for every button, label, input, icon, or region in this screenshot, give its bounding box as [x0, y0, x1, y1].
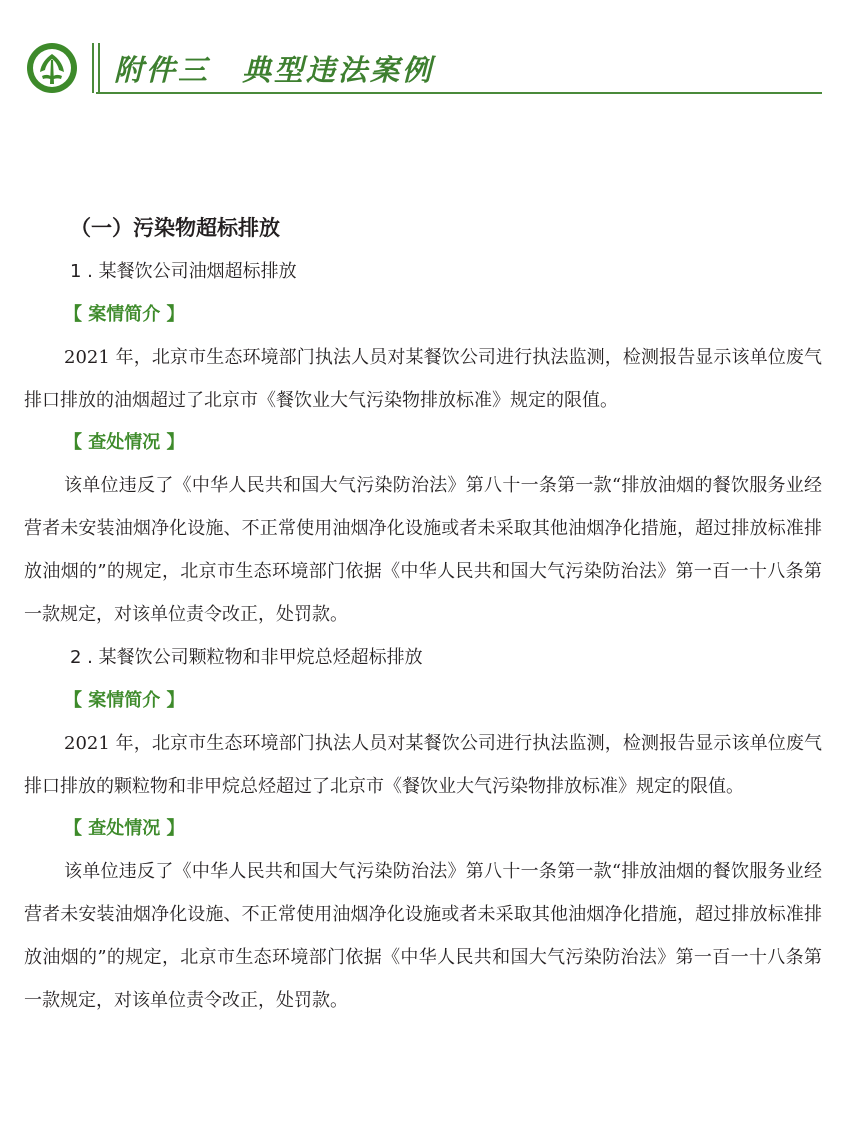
tree-emblem-icon [24, 40, 80, 96]
case-handling-text: 该单位违反了《中华人民共和国大气污染防治法》第八十一条第一款“排放油烟的餐饮服务业经营者未安装油烟净化设施、不正常使用油烟净化设施或者未采取其他油烟净化措施，超过排放标准排放油烟的”的规定，北京市生态环境部门依据《中华人民共和国大气污染防治法》第一百一十八条第一款规定，对该单位责令改正，处罚款。 [24, 475, 822, 625]
case-title: 2 . 某餐饮公司颗粒物和非甲烷总烃超标排放 [70, 647, 423, 668]
header-divider [98, 43, 100, 93]
case-title: 1 . 某餐饮公司油烟超标排放 [70, 261, 297, 282]
page-title: 附件三 典型违法案例 [114, 53, 435, 87]
case-handling-label: 【 查处情况 】 [64, 818, 185, 839]
case-summary-text: 2021 年，北京市生态环境部门执法人员对某餐饮公司进行执法监测，检测报告显示该单位废气排口排放的油烟超过了北京市《餐饮业大气污染物排放标准》规定的限值。 [24, 347, 822, 411]
page-header [24, 40, 822, 96]
case-handling-text: 该单位违反了《中华人民共和国大气污染防治法》第八十一条第一款“排放油烟的餐饮服务业经营者未安装油烟净化设施、不正常使用油烟净化设施或者未采取其他油烟净化措施，超过排放标准排放油烟的”的规定，北京市生态环境部门依据《中华人民共和国大气污染防治法》第一百一十八条第一款规定，对该单位责令改正，处罚款。 [24, 861, 822, 1011]
case-summary-label: 【 案情简介 】 [64, 304, 185, 325]
case-summary-text: 2021 年，北京市生态环境部门执法人员对某餐饮公司进行执法监测，检测报告显示该单位废气排口排放的颗粒物和非甲烷总烃超过了北京市《餐饮业大气污染物排放标准》规定的限值。 [24, 733, 822, 797]
case-summary-label: 【 案情简介 】 [64, 690, 185, 711]
header-divider [92, 43, 94, 93]
header-rule [96, 92, 822, 94]
document-body [24, 206, 822, 1022]
case-handling-label: 【 查处情况 】 [64, 432, 185, 453]
section-heading: （一）污染物超标排放 [70, 216, 280, 240]
